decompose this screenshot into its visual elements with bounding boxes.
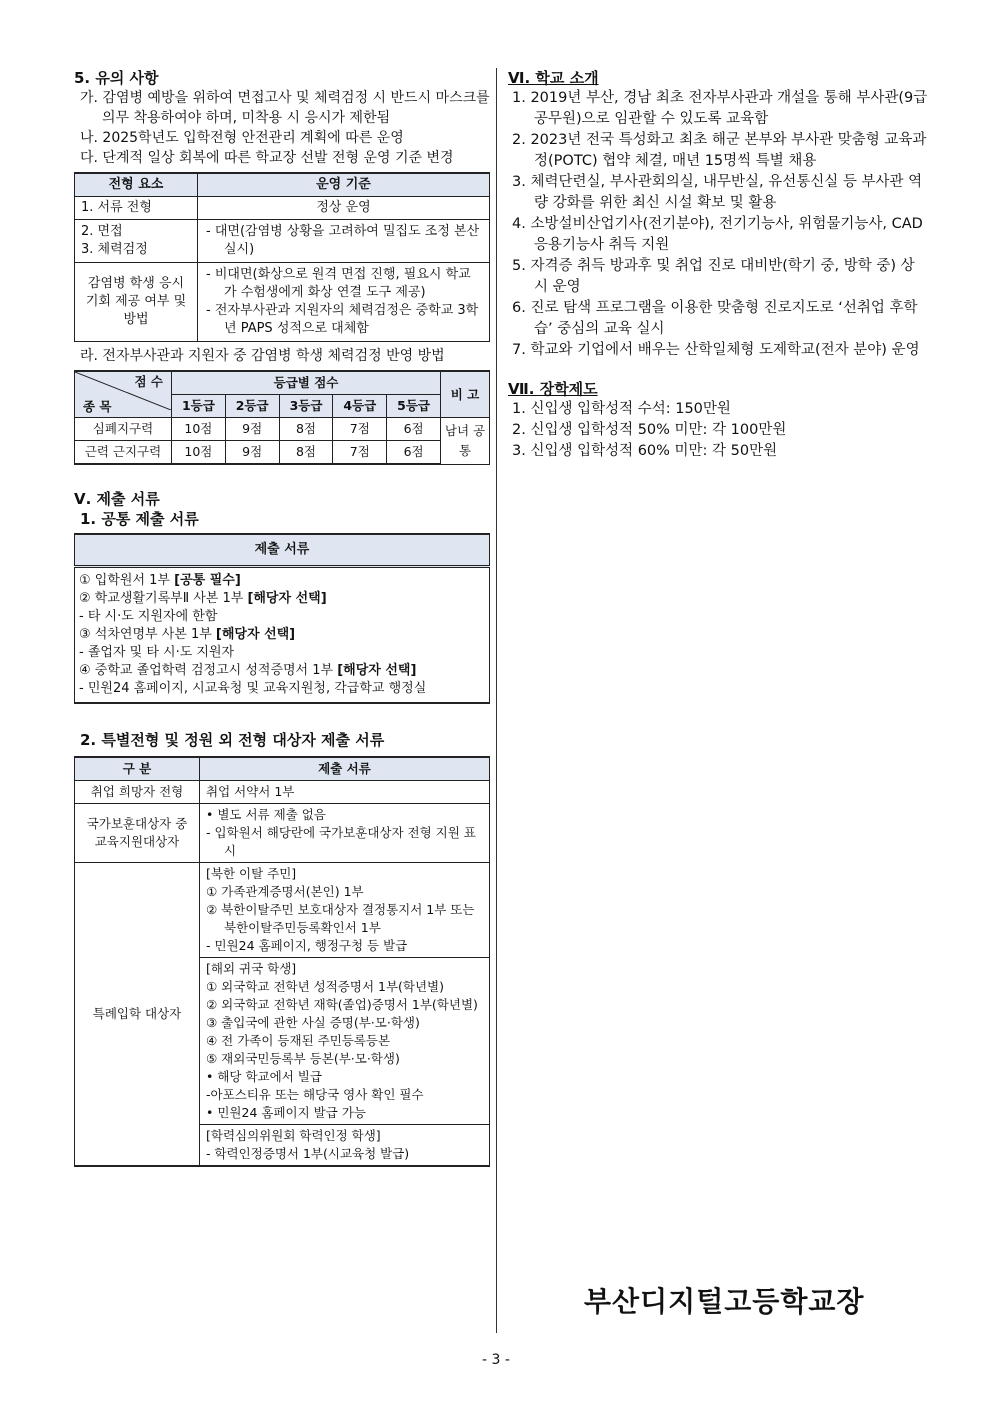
cell-line: [학력심의위원회 학력인정 학생] — [206, 1128, 381, 1143]
cell-line: - 민원24 홈페이지, 행정구청 등 발급 — [206, 938, 408, 953]
table-cell: 정상 운영 — [198, 197, 490, 220]
cell-line: ① 가족관계증명서(본인) 1부 — [206, 884, 364, 899]
doc-text: - 졸업자 및 타 시·도 지원자 — [79, 645, 235, 660]
table-header: 제출 서류 — [75, 534, 490, 567]
intro-item: 6. 진로 탐색 프로그램을 이용한 맞춤형 진로지도로 ‘선취업 후학습’ 중심의 교육 실시 — [512, 300, 918, 337]
doc-line — [79, 608, 485, 626]
intro-item: 4. 소방설비산업기사(전기분야), 전기기능사, 위험물기능사, CAD응용기능사 취득 지원 — [512, 216, 923, 253]
cell-line: -아포스티유 또는 해당국 영사 확인 필수 — [206, 1087, 424, 1102]
table-cell: 국가보훈대상자 중 교육지원대상자 — [75, 804, 200, 863]
cell-line: - 입학원서 해당란에 국가보훈대상자 전형 지원 표시 — [206, 825, 476, 858]
table-cell — [198, 263, 490, 342]
score-cell: 6점 — [387, 418, 441, 441]
grade-label: 5등급 — [387, 395, 441, 418]
score-cell: 10점 — [172, 441, 226, 465]
subsection-2-title: 2. 특별전형 및 정원 외 전형 대상자 제출 서류 — [80, 731, 385, 749]
section-vi-title: Ⅵ. 학교 소개 — [508, 69, 599, 87]
notice-item-ra: 라. 전자부사관과 지원자 중 감염병 학생 체력검정 반영 방법 — [80, 348, 445, 364]
cell-line: - 전자부사관과 지원자의 체력검정은 중학교 3학년 PAPS 성적으로 대체함 — [206, 303, 479, 336]
score-cell: 10점 — [172, 418, 226, 441]
doc-line — [79, 644, 485, 662]
event-name: 근력 근지구력 — [75, 441, 172, 465]
intro-item: 5. 자격증 취득 방과후 및 취업 진로 대비반(학기 중, 방학 중) 상시 운영 — [512, 258, 915, 295]
scholarship-item: 3. 신입생 입학성적 60% 미만: 각 50만원 — [512, 443, 778, 459]
grade-label: 1등급 — [172, 395, 226, 418]
subsection-1-title: 1. 공통 제출 서류 — [80, 510, 199, 528]
table-cell: 감염병 학생 응시 기회 제공 여부 및 방법 — [75, 263, 198, 342]
cell-line: ① 외국학교 전학년 성적증명서 1부(학년별) — [206, 979, 445, 994]
score-cell: 9점 — [225, 418, 279, 441]
doc-tag: [해당자 선택] — [337, 663, 417, 678]
cell-line: - 비대면(화상으로 원격 면접 진행, 필요시 학교가 수험생에게 화상 연결 도구 제공) — [206, 267, 471, 300]
cell-line: ④ 전 가족이 등재된 주민등록등본 — [206, 1033, 391, 1048]
event-name: 심폐지구력 — [75, 418, 172, 441]
section-v-title: Ⅴ. 제출 서류 — [74, 490, 160, 508]
doc-tag: [공통 필수] — [174, 573, 241, 588]
remark-header: 비 고 — [441, 371, 490, 418]
academic-cell — [200, 1125, 490, 1167]
intro-item: 1. 2019년 부산, 경남 최초 전자부사관과 개설을 통해 부사관(9급 공무원)으로 임관할 수 있도록 교육함 — [512, 90, 928, 127]
scholarship-item: 1. 신입생 입학성적 수석: 150만원 — [512, 401, 731, 417]
overseas-cell — [200, 958, 490, 1125]
grade-label: 3등급 — [279, 395, 333, 418]
doc-line — [79, 626, 485, 644]
page-number: - 3 - — [482, 1352, 510, 1368]
doc-text: ② 학교생활기록부Ⅱ 사본 1부 — [79, 591, 248, 606]
common-documents-table — [74, 533, 490, 704]
intro-item: 2. 2023년 전국 특성화고 최초 해군 본부와 부사관 맞춤형 교육과정(POTC) 협약 체결, 매년 15명씩 특별 채용 — [512, 132, 927, 169]
corner-bottom-label: 종 목 — [83, 399, 112, 414]
fitness-score-table — [74, 370, 490, 465]
cell-line: • 민원24 홈페이지 발급 가능 — [206, 1105, 366, 1120]
section-5-title: 5. 유의 사항 — [74, 69, 159, 87]
notice-item-da: 다. 단계적 일상 회복에 따른 학교장 선발 전형 운영 기준 변경 — [80, 150, 454, 166]
table-header: 제출 서류 — [200, 757, 490, 781]
table-cell: 특례입학 대상자 — [75, 863, 200, 1167]
table-cell — [75, 220, 198, 263]
cell-line: ② 북한이탈주민 보호대상자 결정통지서 1부 또는 북한이탈주민등록확인서 1부 — [206, 902, 475, 935]
documents-cell — [75, 567, 490, 704]
corner-cell — [75, 371, 172, 418]
table-cell — [198, 220, 490, 263]
cell-line: - 대면(감염병 상황을 고려하여 밀집도 조정 본산 실시) — [206, 224, 480, 257]
score-cell: 7점 — [333, 441, 387, 465]
score-cell: 8점 — [279, 418, 333, 441]
intro-item: 3. 체력단련실, 부사관회의실, 내무반실, 유선통신실 등 부사관 역량 강화를 위한 최신 시설 확보 및 활용 — [512, 174, 923, 211]
doc-text: ③ 석차연명부 사본 1부 — [79, 627, 216, 642]
cell-line: [해외 귀국 학생] — [206, 961, 297, 976]
remark-cell: 남녀 공통 — [441, 418, 490, 465]
doc-line — [79, 662, 485, 680]
section-vii-title: Ⅶ. 장학제도 — [508, 380, 598, 398]
special-admission-table — [74, 756, 490, 1167]
score-cell: 7점 — [333, 418, 387, 441]
cell-line: • 해당 학교에서 빌급 — [206, 1069, 322, 1084]
notice-item-na: 나. 2025학년도 입학전형 안전관리 계획에 따른 운영 — [80, 130, 404, 146]
doc-text: ④ 중학교 졸업학력 검정고시 성적증명서 1부 — [79, 663, 338, 678]
operation-standard-table — [74, 172, 490, 342]
left-column — [74, 68, 490, 1167]
table-header: 구 분 — [75, 757, 200, 781]
table-header: 전형 요소 — [75, 173, 198, 197]
corner-top-label: 점 수 — [134, 374, 163, 389]
score-cell: 9점 — [225, 441, 279, 465]
scholarship-item: 2. 신입생 입학성적 50% 미만: 각 100만원 — [512, 422, 787, 438]
table-cell: 1. 서류 전형 — [75, 197, 198, 220]
doc-text: - 타 시·도 지원자에 한함 — [79, 609, 218, 624]
notice-item-ga: 가. 감염병 예방을 위하여 면접고사 및 체력검정 시 반드시 마스크를 의무 착용하여야 하며, 미착용 시 응시가 제한됨 — [80, 90, 490, 126]
table-cell — [200, 804, 490, 863]
grade-header: 등급별 점수 — [172, 371, 441, 395]
grade-label: 4등급 — [333, 395, 387, 418]
north-korea-cell — [200, 863, 490, 958]
doc-line — [79, 680, 485, 698]
cell-line: [북한 이탈 주민] — [206, 866, 297, 881]
doc-tag: [해당자 선택] — [215, 627, 296, 642]
doc-line — [79, 590, 485, 608]
table-cell: 취업 서약서 1부 — [200, 781, 490, 804]
grade-label: 2등급 — [225, 395, 279, 418]
right-column — [508, 68, 928, 462]
score-cell: 8점 — [279, 441, 333, 465]
principal-signature: 부산디지털고등학교장 — [584, 1285, 865, 1318]
intro-item: 7. 학교와 기업에서 배우는 산학일체형 도제학교(전자 분야) 운영 — [512, 342, 920, 358]
doc-text: ① 입학원서 1부 — [79, 573, 175, 588]
table-cell: 취업 희망자 전형 — [75, 781, 200, 804]
cell-line: - 학력인정증명서 1부(시교육청 발급) — [206, 1146, 410, 1161]
doc-line — [79, 572, 485, 590]
cell-line: ⑤ 재외국민등록부 등본(부·모·학생) — [206, 1051, 400, 1066]
column-divider — [496, 68, 497, 1333]
cell-line: ② 외국학교 전학년 재학(졸업)증명서 1부(학년별) — [206, 997, 478, 1012]
doc-tag: [해당자 선택] — [247, 591, 327, 606]
cell-line: 3. 체력검정 — [81, 242, 148, 257]
cell-line: • 별도 서류 제출 없음 — [206, 807, 326, 822]
doc-text: - 민원24 홈페이지, 시교육청 및 교육지원청, 각급학교 행정실 — [79, 681, 427, 696]
cell-line: 2. 면접 — [81, 224, 123, 239]
score-cell: 6점 — [387, 441, 441, 465]
table-header: 운영 기준 — [198, 173, 490, 197]
cell-line: ③ 출입국에 관한 사실 증명(부·모·학생) — [206, 1015, 420, 1030]
